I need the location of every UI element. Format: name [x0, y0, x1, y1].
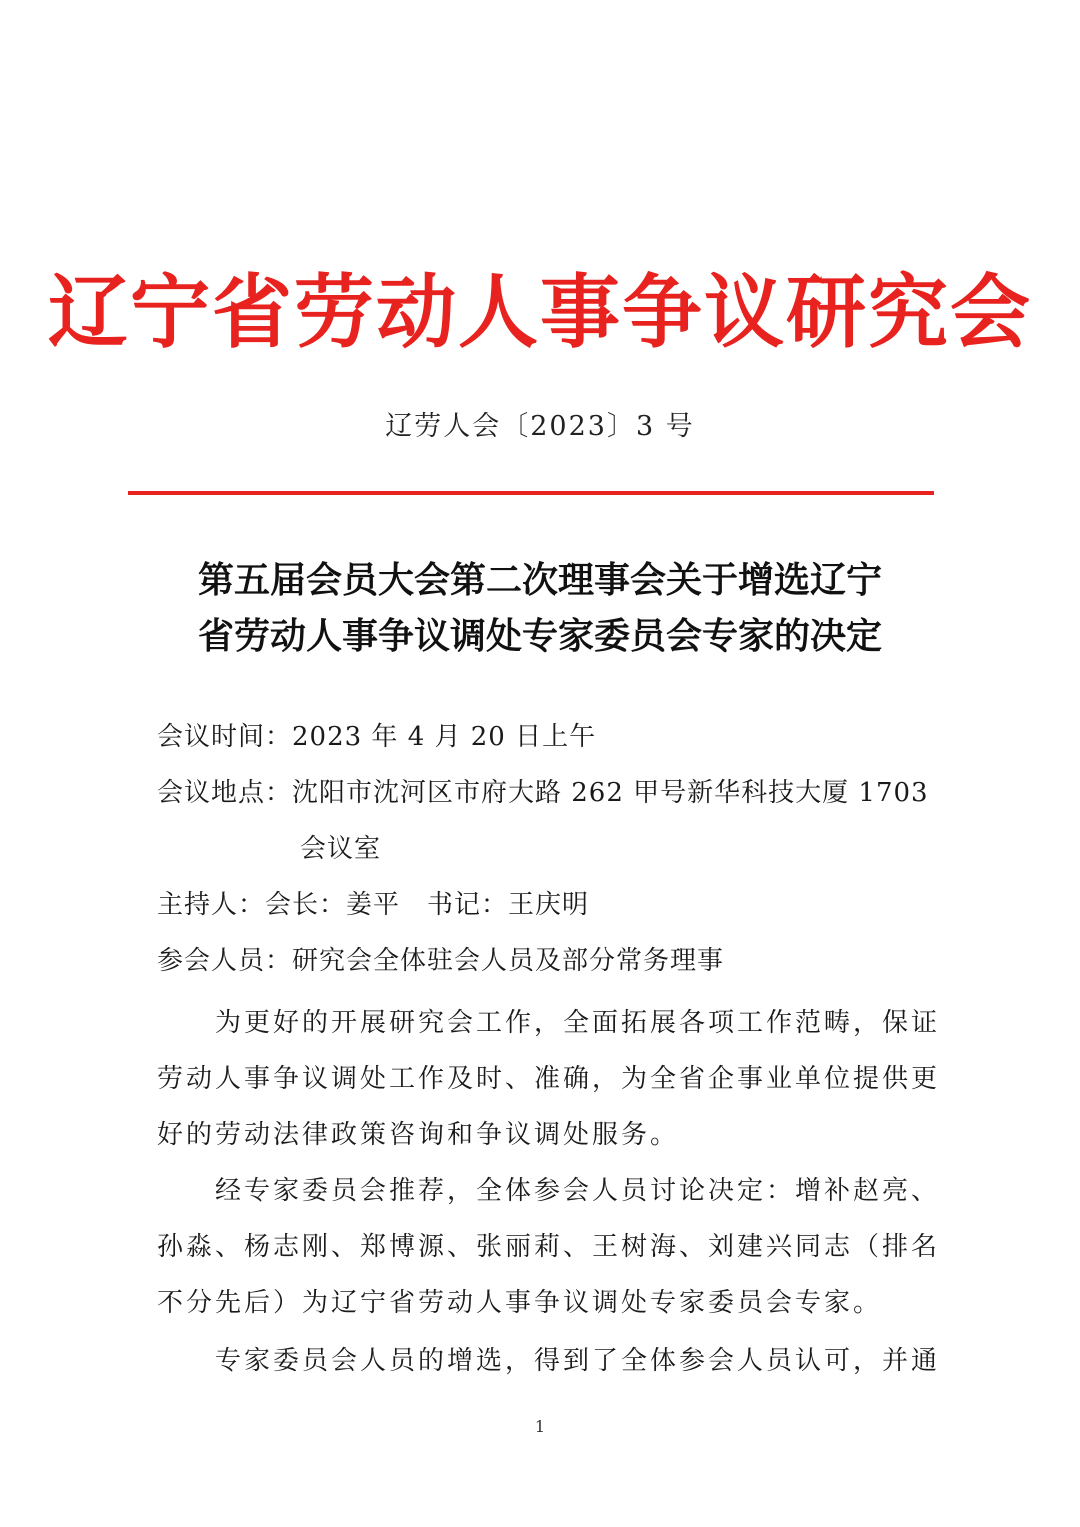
- paragraph-line: 为更好的开展研究会工作，全面拓展各项工作范畴，保证: [157, 1008, 941, 1038]
- body-paragraph-2: [157, 1163, 941, 1331]
- document-title: [140, 553, 940, 665]
- red-divider-line: [128, 491, 934, 495]
- body-paragraph-1: [157, 995, 941, 1163]
- paragraph-line: 专家委员会人员的增选，得到了全体参会人员认可，并通: [157, 1346, 941, 1376]
- meeting-time: 会议时间：2023 年 4 月 20 日上午: [157, 722, 597, 752]
- organization-masthead: 辽宁省劳动人事争议研究会: [48, 265, 1032, 359]
- document-title-line-1: 第五届会员大会第二次理事会关于增选辽宁: [197, 560, 882, 601]
- meeting-host: 主持人：会长：姜平 书记：王庆明: [157, 890, 590, 920]
- paragraph-line: 劳动人事争议调处工作及时、准确，为全省企事业单位提供更: [157, 1064, 941, 1094]
- paragraph-line: 孙淼、杨志刚、郑博源、张丽莉、王树海、刘建兴同志（排名: [157, 1232, 941, 1262]
- body-paragraph-3: [157, 1333, 941, 1389]
- document-number: 辽劳人会〔2023〕3 号: [385, 411, 695, 442]
- meeting-attendees: 参会人员：研究会全体驻会人员及部分常务理事: [157, 946, 725, 976]
- document-title-line-2: 省劳动人事争议调处专家委员会专家的决定: [197, 616, 882, 657]
- meeting-place-continued: 会议室: [300, 834, 382, 864]
- page-number: 1: [534, 1417, 546, 1436]
- paragraph-line: 不分先后）为辽宁省劳动人事争议调处专家委员会专家。: [157, 1288, 883, 1318]
- meeting-place: 会议地点：沈阳市沈河区市府大路 262 甲号新华科技大厦 1703: [157, 778, 929, 808]
- paragraph-line: 好的劳动法律政策咨询和争议调处服务。: [157, 1120, 680, 1150]
- paragraph-line: 经专家委员会推荐，全体参会人员讨论决定：增补赵亮、: [157, 1176, 941, 1206]
